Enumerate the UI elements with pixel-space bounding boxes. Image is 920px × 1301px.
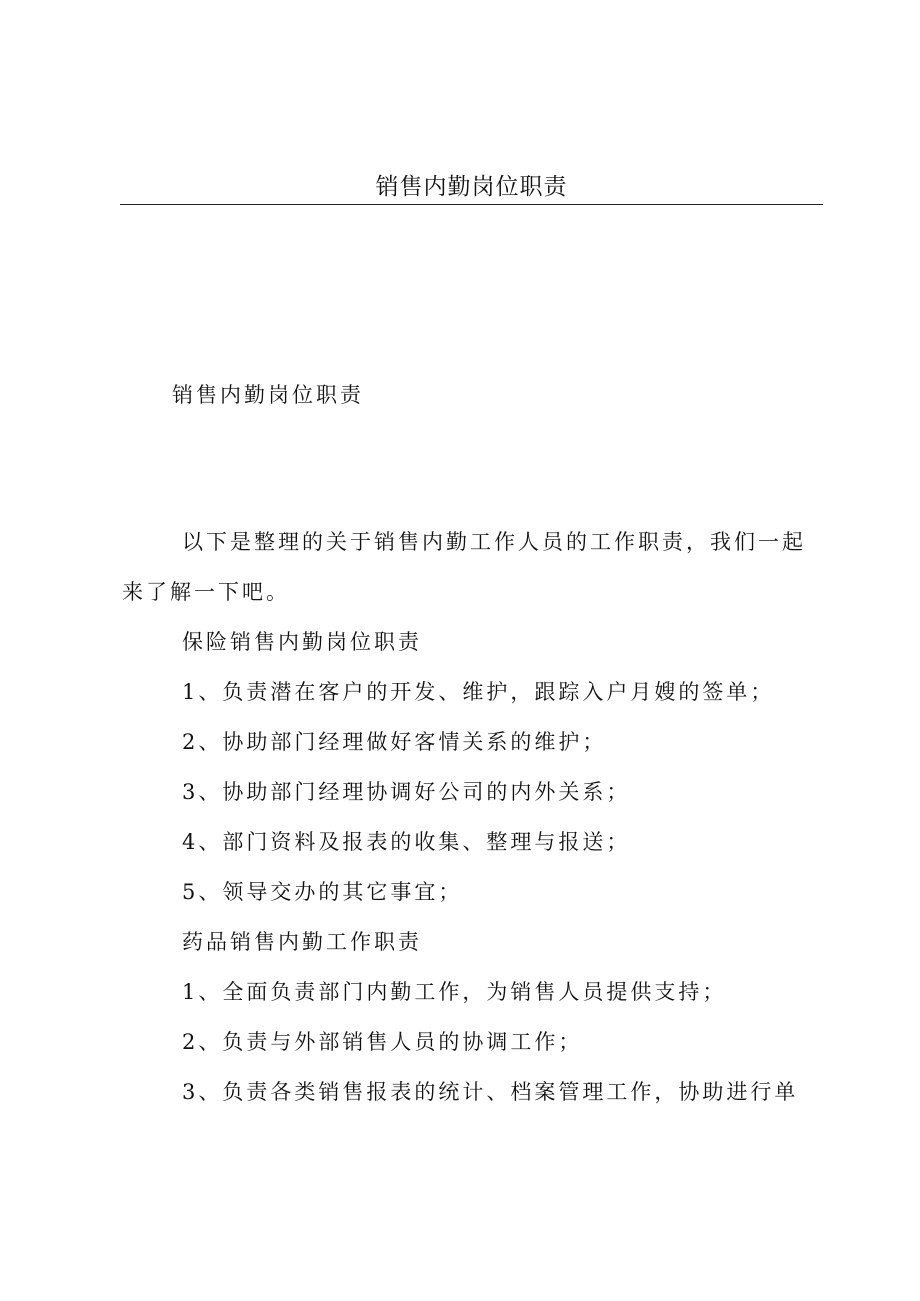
- list-item: 2、协助部门经理做好客情关系的维护；: [182, 730, 607, 754]
- list-item: 4、部门资料及报表的收集、整理与报送；: [182, 830, 631, 854]
- list-item: 5、领导交办的其它事宜；: [182, 880, 463, 904]
- list-item: 1、全面负责部门内勤工作，为销售人员提供支持；: [182, 980, 727, 1004]
- list-item: 2、负责与外部销售人员的协调工作；: [182, 1030, 583, 1054]
- section-title-pharma: 药品销售内勤工作职责: [182, 930, 422, 954]
- intro-paragraph-line-1: 以下是整理的关于销售内勤工作人员的工作职责，我们一起: [182, 530, 806, 554]
- page-header-title: 销售内勤岗位职责: [375, 174, 568, 200]
- document-heading: 销售内勤岗位职责: [172, 383, 364, 407]
- header-divider: [120, 204, 823, 205]
- section-title-insurance: 保险销售内勤岗位职责: [182, 630, 422, 654]
- list-item: 1、负责潜在客户的开发、维护，跟踪入户月嫂的签单；: [182, 680, 775, 704]
- list-item: 3、协助部门经理协调好公司的内外关系；: [182, 780, 631, 804]
- list-item: 3、负责各类销售报表的统计、档案管理工作，协助进行单: [182, 1080, 799, 1104]
- intro-paragraph-line-2: 来了解一下吧。: [122, 580, 290, 604]
